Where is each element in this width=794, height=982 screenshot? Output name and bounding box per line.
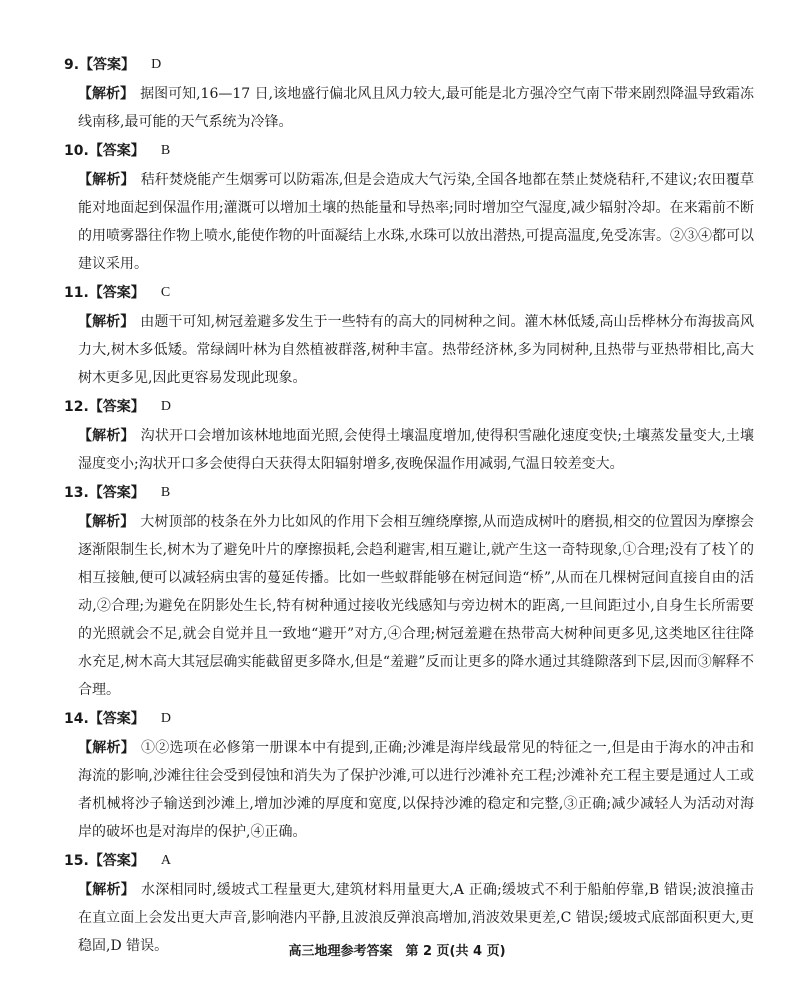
analysis-tag: 【解析】 [78,428,135,444]
answer-tag: 【答案】 [88,143,145,159]
answer-value: A [160,853,171,868]
answer-tag: 【答案】 [79,57,136,73]
answer-tag: 【答案】 [88,711,145,727]
answer-line [64,50,754,80]
analysis-paragraph [64,166,754,278]
answer-line [64,136,754,166]
answer-item-11 [64,278,754,392]
answer-tag: 【答案】 [88,485,145,501]
question-number: 11. [64,285,89,301]
analysis-paragraph [64,80,754,136]
answer-line [64,278,754,308]
page-footer: 高三地理参考答案 第 2 页(共 4 页) [288,944,506,959]
question-number: 12. [64,399,89,415]
answer-value: B [160,143,171,158]
analysis-text: 据图可知,16—17 日,该地盛行偏北风且风力较大,最可能是北方强冷空气南下带来剧烈降温导致霜冻线南移,最可能的天气系统为冷锋。 [78,86,755,130]
answer-value: B [160,485,171,500]
analysis-paragraph [64,508,754,704]
analysis-text: 沟状开口会增加该林地地面光照,会使得土壤温度增加,使得积雪融化速度变快;土壤蒸发量变大,土壤湿度变小;沟状开口多会使得白天获得太阳辐射增多,夜晚保温作用减弱,气温日较差变大。 [78,428,754,472]
answer-value: D [160,711,171,726]
analysis-tag: 【解析】 [78,740,136,756]
answer-value: D [151,57,162,72]
answer-line [64,846,754,876]
analysis-tag: 【解析】 [78,314,135,330]
answer-item-12 [64,392,754,478]
analysis-text: 水深相同时,缓坡式工程量更大,建筑材料用量更大,A 正确;缓坡式不利于船舶停靠,B 错误;波浪撞击在直立面上会发出更大声音,影响港内平静,且波浪反弹浪高增加,消波效果更差,C 错误;缓坡式底部面积更大,更稳固,D 错误。 [78,882,755,954]
answer-tag: 【答案】 [88,399,145,415]
analysis-tag: 【解析】 [78,172,135,188]
question-number: 10. [64,143,89,159]
analysis-tag: 【解析】 [78,86,135,102]
analysis-text: 大树顶部的枝条在外力比如风的作用下会相互缠绕摩擦,从而造成树叶的磨损,相交的位置因为摩擦会逐渐限制生长,树木为了避免叶片的摩擦损耗,会趋利避害,相互避让,就产生这一奇特现象,①合理;没有了枝丫的相互接触,便可以减轻病虫害的蔓延传播。比如一些蚁群能够在树冠间造“桥”,从而在几棵树冠间直接自由的活动,②合理;为避免在阴影处生长,特有树种通过接收光线感知与旁边树木的距离,一旦间距过小,自身生长所需要的光照就会不足,就会自觉并且一致地“避开”对方,④合理;树冠羞避在热带高大树种间更多见,这类地区往往降水充足,树木高大其冠层确实能截留更多降水,但是“羞避”反而让更多的降水通过其缝隙落到下层,因而③解释不合理。 [78,514,754,698]
answer-tag: 【答案】 [88,853,145,869]
question-number: 9. [64,57,80,73]
answer-tag: 【答案】 [88,285,145,301]
question-number: 13. [64,485,89,501]
answer-value: D [160,399,171,414]
answer-item-10 [64,136,754,278]
answer-value: C [160,285,171,300]
analysis-paragraph [64,422,754,478]
answer-item-9 [64,50,754,136]
analysis-text: ①②选项在必修第一册课本中有提到,正确;沙滩是海岸线最常见的特征之一,但是由于海水的冲击和海流的影响,沙滩往往会受到侵蚀和消失为了保护沙滩,可以进行沙滩补充工程;沙滩补充工程主要是通过人工或者机械将沙子输送到沙滩上,增加沙滩的厚度和宽度,以保持沙滩的稳定和完整,③正确;减少减轻人为活动对海岸的破坏也是对海岸的保护,④正确。 [78,740,754,840]
analysis-paragraph [64,308,754,392]
analysis-paragraph [64,734,754,846]
question-number: 14. [64,711,89,727]
answer-item-13 [64,478,754,704]
answer-line [64,392,754,422]
analysis-tag: 【解析】 [78,514,135,530]
analysis-text: 秸秆焚烧能产生烟雾可以防霜冻,但是会造成大气污染,全国各地都在禁止焚烧秸秆,不建议;农田覆草能对地面起到保温作用;灌溉可以增加土壤的热能量和导热率;同时增加空气湿度,减少辐射冷却。在来霜前不断的用喷雾器往作物上喷水,能使作物的叶面凝结上水珠,水珠可以放出潜热,可提高温度,免受冻害。②③④都可以建议采用。 [78,172,754,272]
analysis-text: 由题干可知,树冠羞避多发生于一些特有的高大的同树种之间。灌木林低矮,高山岳桦林分布海拔高风力大,树木多低矮。常绿阔叶林为自然植被群落,树种丰富。热带经济林,多为同树种,且热带与亚热带相比,高大树木更多见,因此更容易发现此现象。 [78,314,754,386]
answer-line [64,704,754,734]
answer-line [64,478,754,508]
answer-item-14 [64,704,754,846]
question-number: 15. [64,853,89,869]
analysis-tag: 【解析】 [78,882,135,898]
